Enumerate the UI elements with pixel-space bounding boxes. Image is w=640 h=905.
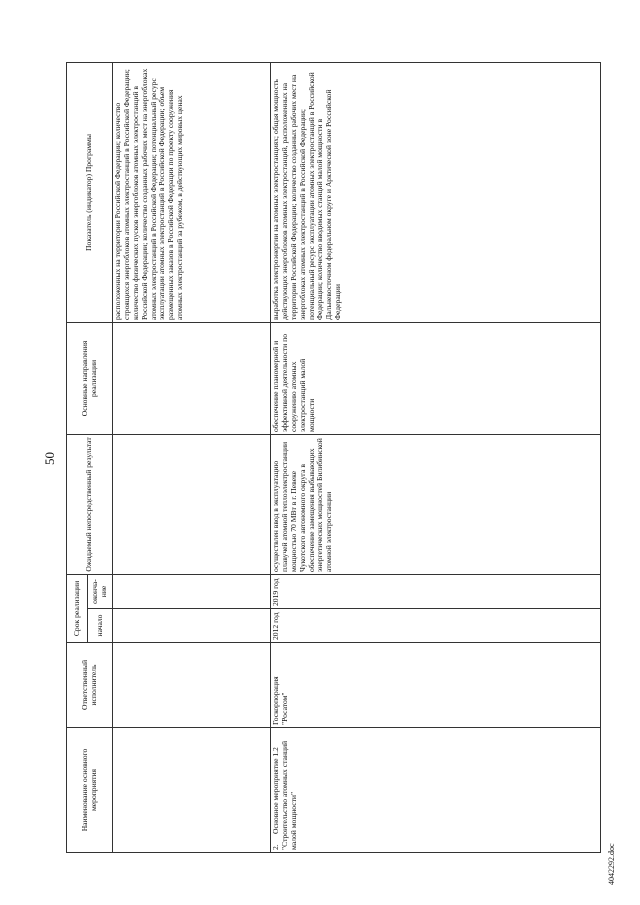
header-period: Срок реализации bbox=[67, 574, 88, 642]
row-number: 2. bbox=[271, 844, 280, 850]
row-start: 2012 год bbox=[271, 609, 601, 643]
header-end: оконча-ние bbox=[88, 574, 113, 608]
row-name-cell bbox=[271, 728, 601, 853]
header-directions: Основные направления реализации bbox=[67, 322, 113, 434]
row-directions: обеспечение планомерной и эффективной деятельности по сооружению атомных электростанций малой мощности bbox=[271, 322, 601, 434]
header-name: Наименование основного мероприятия bbox=[67, 728, 113, 853]
row-result: осуществлен ввод в эксплуатацию плавучей атомной теплоэлектростанции мощностью 70 МВт в г. Певеке Чукотского автономного округа в обеспечение замещения выбывающих энергетических мощностей Билибинской атомной электростанции bbox=[271, 434, 601, 574]
row-name: Основное мероприятие 1.2 "Строительство атомных станций малой мощности" bbox=[271, 740, 298, 850]
header-result: Ожидаемый непосредственный результат bbox=[67, 434, 113, 574]
header-indicator: Показатель (индикатор) Программы bbox=[67, 62, 113, 322]
continuation-indicator: расположенных на территории Российской Федерации; количество строящихся энергоблоков атомных электростанций в Российской Федерации; количество физических пусков энергоблоков атомных электростанций в Российской Федерации; количество созданных рабочих мест на энергоблоках атомных электростанций в Российской Федерации; потенциальный ресурс эксплуатации атомных электростанций в Российской Федерации; объем размещенных заказов в Российской Федерации по проекту сооружения атомных электростанций за рубежом, в действующих мировых ценах bbox=[113, 62, 271, 322]
table-row bbox=[271, 62, 601, 852]
header-executor: Ответственный исполнитель bbox=[67, 643, 113, 728]
row-indicator: выработка электроэнергии на атомных электростанциях; общая мощность действующих энергоблоков атомных электростанций, расположенных на территории Российской Федерации; количество созданных рабочих мест на энергоблоках атомных электростанций в Российской Федерации; потенциальный ресурс эксплуатации атомных электростанций в Российской Федерации; количество вводимых станций малой мощности в Дальневосточном федеральном округе и Арктической зоне Российской Федерации bbox=[271, 62, 601, 322]
header-start: начало bbox=[88, 609, 113, 643]
footer-filename: 4042292.doc bbox=[607, 843, 616, 885]
row-end: 2019 год bbox=[271, 574, 601, 608]
table-row-continuation bbox=[113, 62, 271, 852]
program-table bbox=[66, 62, 601, 853]
page-number: 50 bbox=[42, 452, 57, 465]
row-executor: Госкорпорация "Росатом" bbox=[271, 643, 601, 728]
